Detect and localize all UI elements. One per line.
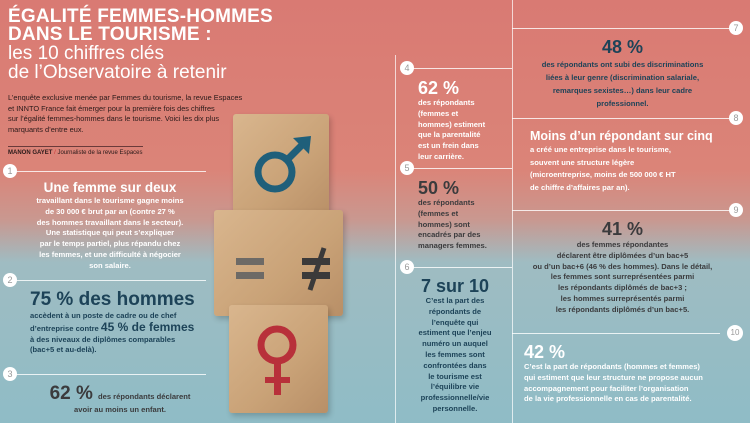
fact-text: à des niveaux de diplômes comparables (bac+5 et au-delà). xyxy=(30,334,176,355)
number-badge: 4 xyxy=(400,61,414,75)
number-badge: 2 xyxy=(3,273,17,287)
fact-text: des femmes répondantes déclarent être diplômées d’un bac+5 ou d’un bac+6 (46 % des hommes). Dans le détail, les femmes sont surreprésentées parmi les répondants diplômés de bac+3 ; les hommes surreprésentés parmi les répondants diplômés d’un bac+5. xyxy=(532,240,713,314)
fact-5 xyxy=(418,178,510,252)
fact-text: a créé une entreprise dans le tourisme, souvent une structure légère (microentreprise, moins de 500 000 € HT de chiffre d’affaires par an). xyxy=(530,145,676,192)
number-badge: 8 xyxy=(729,111,743,125)
male-symbol-icon xyxy=(233,114,329,218)
fact-highlight: 45 % de femmes xyxy=(100,319,195,334)
number-badge: 3 xyxy=(3,367,17,381)
fact-text: des répondants ont subi des discriminations liées à leur genre (discrimination salariale, remarques sexistes…) dans leur cadre professionnel. xyxy=(541,60,704,108)
equal-notequal-icon xyxy=(214,210,343,316)
cube-female xyxy=(229,305,328,413)
fact-text: des répondants (femmes et hommes) sont encadrés par des managers femmes. xyxy=(418,198,487,251)
cube-male xyxy=(233,114,329,218)
cube-equality xyxy=(214,210,343,316)
byline xyxy=(8,146,143,156)
divider xyxy=(512,28,730,29)
fact-headline: Moins d’un répondant sur cinq xyxy=(530,129,713,143)
divider xyxy=(14,374,206,375)
fact-text: accèdent à un poste de cadre ou de chef xyxy=(30,311,177,320)
number-badge: 6 xyxy=(400,260,414,274)
fact-headline: 62 % xyxy=(49,383,93,404)
fact-text: C’est la part des répondants de l’enquête qui estiment que l’enjeu numéro un auquel les femmes sont confrontées dans le tourisme est l’équilibre vie professionnelle/vie personnelle. xyxy=(418,296,492,413)
fact-1 xyxy=(10,180,210,272)
fact-6 xyxy=(400,276,510,415)
divider xyxy=(512,118,730,119)
number-badge: 5 xyxy=(400,161,414,175)
fact-headline: 7 sur 10 xyxy=(420,276,490,296)
subtitle-line: les 10 chiffres clés xyxy=(8,43,164,64)
female-symbol-icon xyxy=(229,305,328,413)
column-divider xyxy=(395,55,396,423)
fact-7 xyxy=(515,36,730,110)
divider xyxy=(408,168,512,169)
subtitle xyxy=(8,44,227,82)
byline-separator: / xyxy=(54,150,56,156)
fact-10 xyxy=(524,342,739,405)
fact-headline: 62 % xyxy=(418,78,460,98)
fact-headline: 50 % xyxy=(418,178,460,198)
author-role: Journaliste de la revue Espaces xyxy=(57,150,143,156)
number-badge: 10 xyxy=(727,325,743,341)
fact-4 xyxy=(418,78,510,163)
fact-text: des répondants déclarent xyxy=(97,392,191,401)
divider xyxy=(512,333,720,334)
divider xyxy=(408,68,512,69)
column-divider xyxy=(512,0,513,423)
intro-text: L’enquête exclusive menée par Femmes du tourisme, la revue Espaces et INNTO France fait émerger pour la première fois des chiffres sur l’égalité femmes-hommes dans le tourisme. Voici les dix plus marquants d’entre eux. xyxy=(8,93,243,134)
fact-3 xyxy=(30,383,210,416)
divider xyxy=(14,280,206,281)
number-badge: 7 xyxy=(729,21,743,35)
author-name: MANON GAYET xyxy=(8,150,53,156)
fact-8 xyxy=(530,128,740,194)
fact-text: avoir au moins un enfant. xyxy=(74,405,166,414)
fact-headline: 48 % xyxy=(601,37,644,57)
fact-headline: 75 % des hommes xyxy=(30,289,195,310)
divider xyxy=(14,171,206,172)
subtitle-line: de l’Observatoire à retenir xyxy=(8,62,227,83)
fact-text: travaillant dans le tourisme gagne moins de 30 000 € brut par an (contre 27 % des hommes travaillant dans le secteur). Une statistique qui peut s’expliquer par le temps partiel, plus répandu chez les femmes, et une difficulté à négocier son salaire. xyxy=(36,196,184,270)
fact-text: des répondants (femmes et hommes) estiment que la parentalité est un frein dans leur carrière. xyxy=(418,98,486,161)
divider xyxy=(512,210,730,211)
fact-text: C’est la part de répondants (hommes et femmes) qui estiment que leur structure ne propose aucun accompagnement pour faciliter l’organisation de la vie professionnelle en cas de parentalité. xyxy=(524,362,703,404)
fact-headline: 42 % xyxy=(524,342,566,362)
fact-9 xyxy=(515,218,730,316)
divider xyxy=(408,267,512,268)
fact-2 xyxy=(30,289,215,356)
title-line: DANS LE TOURISME : xyxy=(8,24,212,45)
number-badge: 1 xyxy=(3,164,17,178)
fact-text: d’entreprise contre xyxy=(30,323,99,333)
fact-headline: Une femme sur deux xyxy=(43,180,177,195)
title-line: ÉGALITÉ FEMMES-HOMMES xyxy=(8,6,273,27)
fact-headline: 41 % xyxy=(601,219,644,239)
number-badge: 9 xyxy=(729,203,743,217)
main-title xyxy=(8,8,273,44)
